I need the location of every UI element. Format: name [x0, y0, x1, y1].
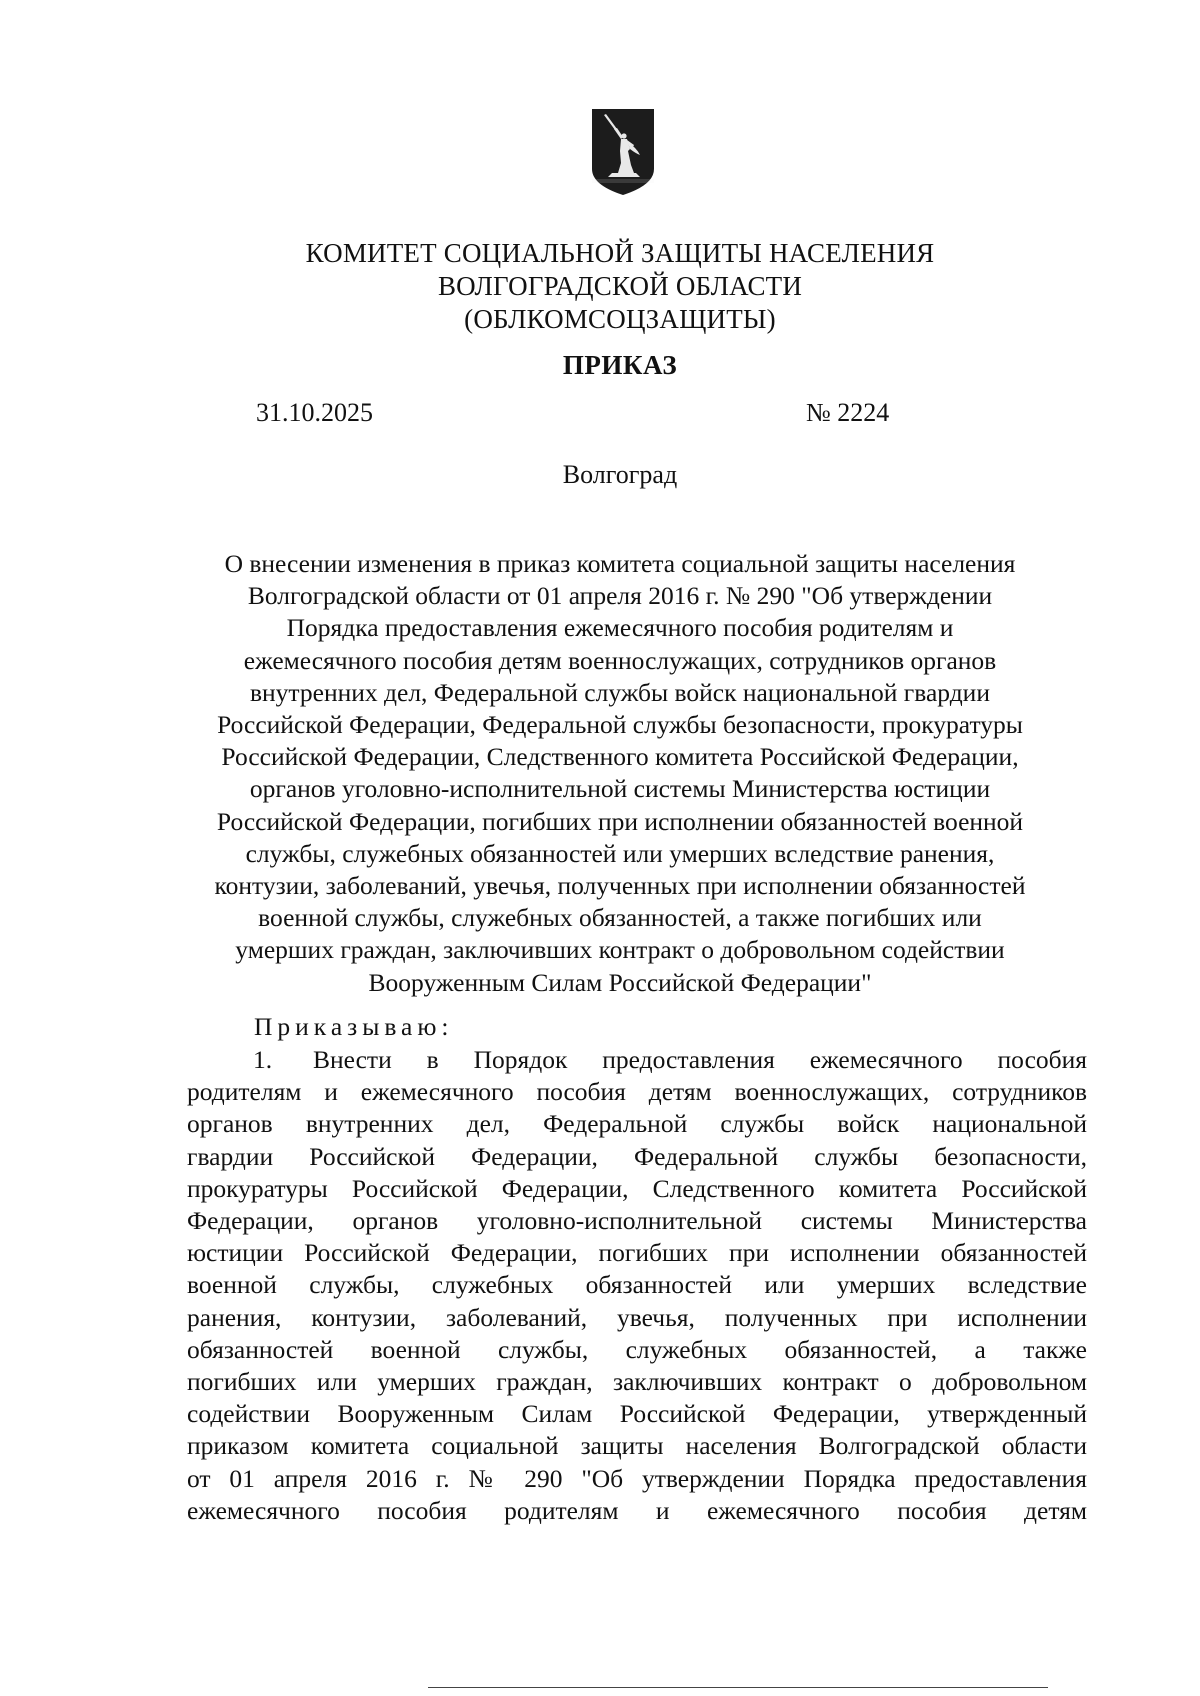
subject-line: умерших граждан, заключивших контракт о добровольном содействии — [235, 935, 1005, 965]
body-line-text: Внести в Порядок предоставления ежемесячного пособия — [313, 1045, 1087, 1074]
organization-name-line-2: ВОЛГОГРАДСКОЙ ОБЛАСТИ — [437, 271, 803, 301]
subject-line: О внесении изменения в приказ комитета социальной защиты населения — [224, 549, 1016, 578]
document-subject — [180, 548, 1060, 999]
document-type: ПРИКАЗ — [562, 350, 678, 380]
body-line: прокуратуры Российской Федерации, Следственного комитета Российской — [187, 1173, 1087, 1203]
subject-line: Российской Федерации, Следственного комитета Российской Федерации, — [221, 742, 1019, 772]
subject-line: Порядка предоставления ежемесячного пособия родителям и — [286, 613, 954, 643]
document-number: № 2224 — [806, 398, 890, 427]
subject-line: военной службы, служебных обязанностей, а также погибших или — [258, 903, 982, 933]
body-line: ранения, контузии, заболеваний, увечья, полученных при исполнении — [187, 1302, 1087, 1332]
body-line: юстиции Российской Федерации, погибших при исполнении обязанностей — [187, 1238, 1087, 1268]
body-line: гвардии Российской Федерации, Федеральной службы безопасности, — [187, 1141, 1087, 1171]
subject-line: ежемесячного пособия детям военнослужащих, сотрудников органов — [243, 645, 997, 675]
document-city: Волгоград — [562, 460, 678, 489]
page-bottom-rule — [428, 1687, 1048, 1688]
volgograd-coat-of-arms-icon — [590, 107, 656, 199]
body-line: содействии Вооруженным Силам Российской Федерации, утвержденный — [187, 1399, 1087, 1429]
subject-line: Вооруженным Силам Российской Федерации" — [368, 967, 872, 997]
subject-line: контузии, заболеваний, увечья, полученных при исполнении обязанностей — [214, 871, 1026, 901]
body-line — [187, 1044, 1087, 1076]
body-line: от 01 апреля 2016 г. № 290 "Об утверждении Порядка предоставления — [187, 1463, 1087, 1493]
body-line: Федерации, органов уголовно-исполнительной системы Министерства — [187, 1206, 1087, 1236]
document-date: 31.10.2025 — [256, 398, 373, 427]
subject-line: Волгоградской области от 01 апреля 2016 г. № 290 "Об утверждении — [247, 581, 993, 611]
subject-line: Российской Федерации, погибших при исполнении обязанностей военной — [216, 806, 1024, 836]
subject-line: внутренних дел, Федеральной службы войск национальной гвардии — [250, 677, 990, 707]
organization-abbreviation: (ОБЛКОМСОЦЗАЩИТЫ) — [464, 304, 776, 334]
body-line: обязанностей военной службы, служебных обязанностей, а также — [187, 1334, 1087, 1364]
body-line: родителям и ежемесячного пособия детям военнослужащих, сотрудников — [187, 1077, 1087, 1107]
body-line: ежемесячного пособия родителям и ежемесячного пособия детям — [187, 1495, 1087, 1525]
body-line: погибших или умерших граждан, заключивших контракт о добровольном — [187, 1367, 1087, 1397]
document-body — [187, 1044, 1087, 1527]
organization-name-line-1: КОМИТЕТ СОЦИАЛЬНОЙ ЗАЩИТЫ НАСЕЛЕНИЯ — [305, 238, 935, 268]
body-line: органов внутренних дел, Федеральной службы войск национальной — [187, 1109, 1087, 1139]
body-line: военной службы, служебных обязанностей или умерших вследствие — [187, 1270, 1087, 1300]
subject-line: органов уголовно-исполнительной системы Министерства юстиции — [249, 774, 991, 804]
subject-line: Российской Федерации, Федеральной службы безопасности, прокуратуры — [217, 710, 1023, 740]
item-number: 1. — [253, 1045, 273, 1074]
body-line: приказом комитета социальной защиты населения Волгоградской области — [187, 1431, 1087, 1461]
subject-line: службы, служебных обязанностей или умерших вследствие ранения, — [245, 838, 995, 868]
order-word: Приказываю: — [254, 1012, 454, 1041]
organization-name — [200, 237, 1040, 336]
